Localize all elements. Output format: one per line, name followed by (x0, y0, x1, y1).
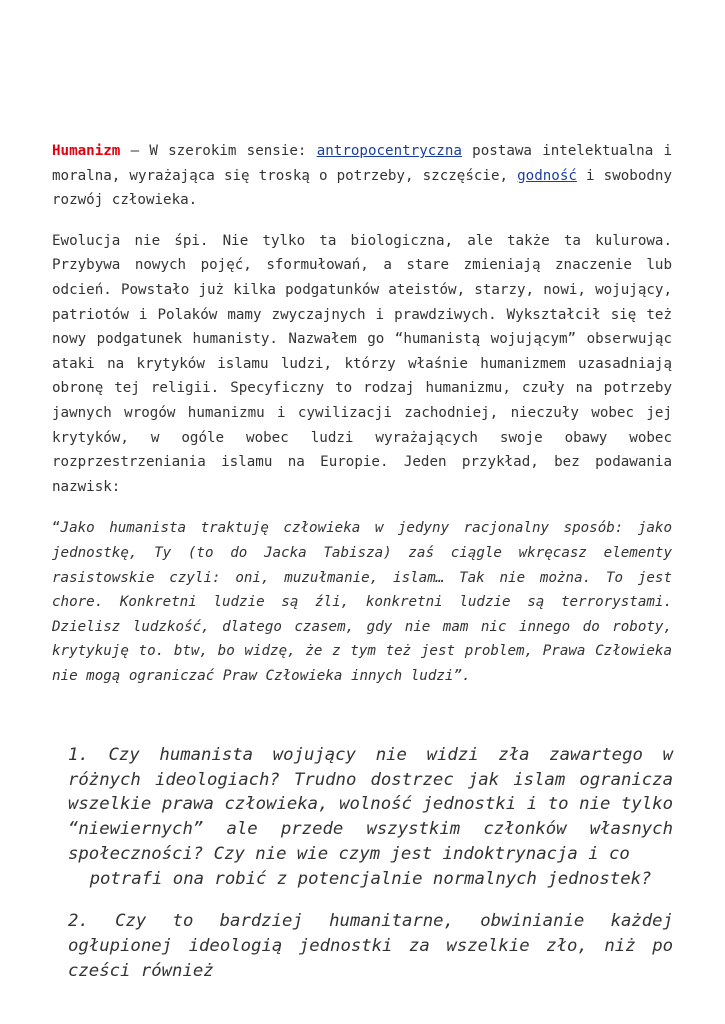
link-antropocentryczna[interactable]: antropocentryczna (316, 143, 462, 159)
list-item (68, 743, 673, 891)
intro-text-2: i swobodny rozwój człowieka. (52, 167, 672, 209)
list-item (68, 909, 673, 983)
term-humanizm: Humanizm (52, 143, 121, 159)
quote-paragraph (52, 516, 672, 688)
list-item-text: 1. Czy humanista wojujący nie widzi zła zawartego w różnych ideologiach? Trudno dostrzec jak islam ogranicza wszelkie prawa człowieka, wolność jednostki i to nie tylko “niewiernych” ale przede wszystkim członków własnych społeczności? Czy nie wie czym jest indoktrynacja i co (68, 745, 673, 864)
list-item-text: 2. Czy to bardziej humanitarne, obwinianie każdej ogłupionej ideologią jednostki za wszelkie zło, niż po cześci również (68, 911, 673, 981)
intro-text-1: postawa intelektualna i moralna, wyrażająca się troską o potrzeby, szczęście, (52, 143, 673, 184)
body-paragraph: Ewolucja nie śpi. Nie tylko ta biologiczna, ale także ta kulurowa. Przybywa nowych pojęć, sformułowań, a stare zmieniają znaczenie lub odcień. Powstało już kilka podgatunków ateistów, starzy, nowi, wojujący, patriotów i Polaków mamy zwyczajnych i prawdziwych. Wykształcił się też nowy podgatunek humanisty. Nazwałem go “humanistą wojującym” obserwując ataki na krytyków islamu ludzi, którzy właśnie humanizmem uzasadniają obronę tej religii. Specyficzny to rodzaj humanizmu, czuły na potrzeby jawnych wrogów humanizmu i cywilizacji zachodniej, nieczuły wobec jej krytyków, w ogóle wobec ludzi wyrażających swoje obawy wobec rozprzestrzeniania islamu na Europie. Jeden przykład, bez podawania nazwisk: (52, 232, 672, 495)
intro-paragraph (52, 139, 672, 213)
intro-dash-text: – W szerokim sensie: (120, 143, 317, 159)
link-godnosc[interactable]: godność (517, 167, 577, 184)
quote-text: Jako humanista traktuję człowieka w jedyny racjonalny sposób: jako jednostkę, Ty (to do Jacka Tabisza) zaś ciągle wkręcasz elementy rasistowskie czyli: oni, muzułmanie, islam… Tak nie można. To jest chore. Konkretni ludzie są źli, konkretni ludzie są terrorystami. Dzielisz ludzkość, dlatego czasem, gdy nie mam nic innego do roboty, krytykuję to. btw, bo widzę, że z tym też jest problem, Prawa Człowieka nie mogą ograniczać Praw Człowieka innych ludzi (52, 520, 672, 684)
quote-close-mark: ”. (453, 667, 471, 684)
quote-open-mark: “ (52, 520, 61, 537)
question-list (68, 743, 673, 983)
article-body (52, 139, 672, 688)
list-item-last-line: potrafi ona robić z potencjalnie normalnych jednostek? (89, 868, 652, 889)
